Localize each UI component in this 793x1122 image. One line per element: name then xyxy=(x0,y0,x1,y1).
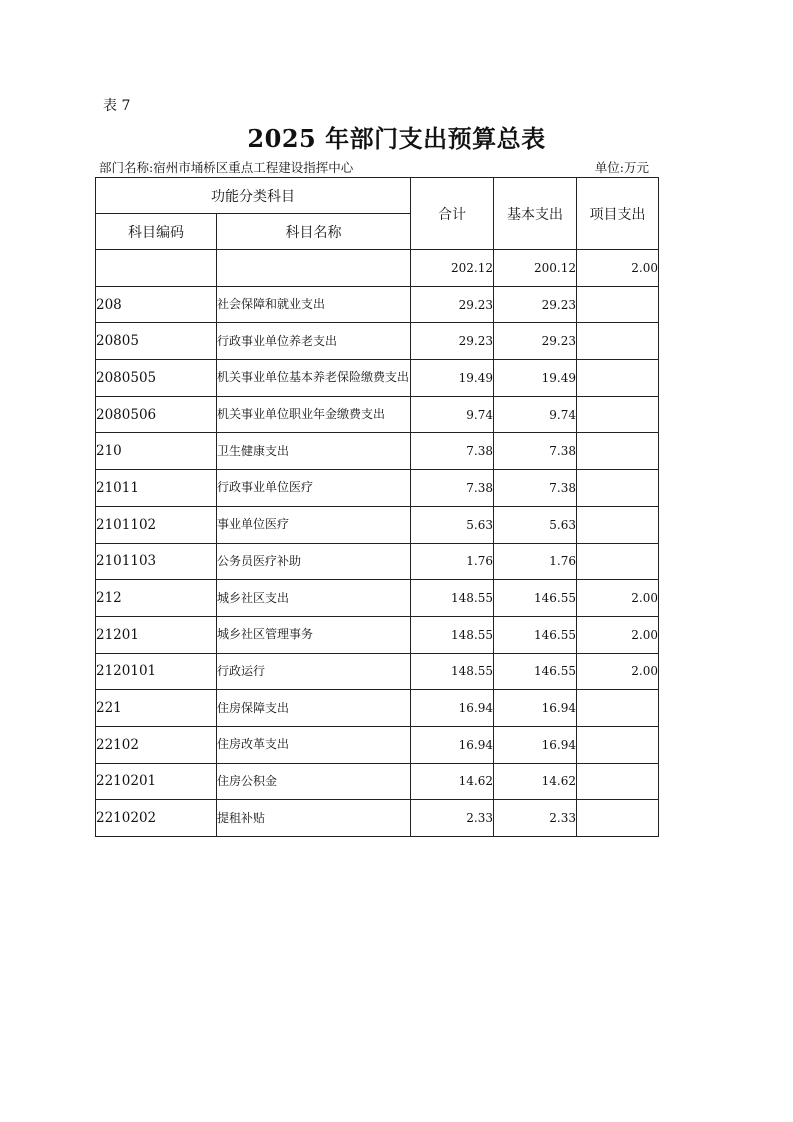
cell-total: 148.55 xyxy=(411,580,494,617)
cell-total: 16.94 xyxy=(411,726,494,763)
cell-project-expenditure xyxy=(577,763,659,800)
cell-basic-expenditure: 146.55 xyxy=(494,616,577,653)
cell-subject-name: 卫生健康支出 xyxy=(217,433,411,470)
cell-basic-expenditure: 7.38 xyxy=(494,470,577,507)
unit-label: 单位:万元 xyxy=(594,160,649,175)
cell-total: 148.55 xyxy=(411,616,494,653)
cell-total: 202.12 xyxy=(411,250,494,287)
cell-basic-expenditure: 19.49 xyxy=(494,360,577,397)
cell-project-expenditure xyxy=(577,286,659,323)
cell-subject-code: 2210202 xyxy=(96,800,217,837)
cell-subject-code: 2080505 xyxy=(96,360,217,397)
cell-total: 9.74 xyxy=(411,396,494,433)
cell-basic-expenditure: 2.33 xyxy=(494,800,577,837)
table-row xyxy=(96,323,659,360)
cell-subject-name: 住房保障支出 xyxy=(217,690,411,727)
cell-subject-name: 住房改革支出 xyxy=(217,726,411,763)
cell-subject-name: 行政事业单位养老支出 xyxy=(217,323,411,360)
cell-total: 29.23 xyxy=(411,286,494,323)
cell-total: 14.62 xyxy=(411,763,494,800)
budget-table xyxy=(95,177,659,837)
cell-total: 7.38 xyxy=(411,433,494,470)
cell-subject-name: 社会保障和就业支出 xyxy=(217,286,411,323)
cell-subject-code: 22102 xyxy=(96,726,217,763)
cell-subject-name: 住房公积金 xyxy=(217,763,411,800)
cell-total: 2.33 xyxy=(411,800,494,837)
cell-project-expenditure xyxy=(577,726,659,763)
header-basic-expenditure: 基本支出 xyxy=(494,178,577,250)
table-row xyxy=(96,726,659,763)
table-row xyxy=(96,800,659,837)
department-name: 部门名称:宿州市埇桥区重点工程建设指挥中心 xyxy=(99,160,354,175)
cell-basic-expenditure: 16.94 xyxy=(494,726,577,763)
table-row xyxy=(96,616,659,653)
cell-basic-expenditure: 5.63 xyxy=(494,506,577,543)
cell-project-expenditure xyxy=(577,323,659,360)
cell-subject-code: 221 xyxy=(96,690,217,727)
cell-subject-name: 机关事业单位基本养老保险缴费支出 xyxy=(217,360,411,397)
cell-project-expenditure xyxy=(577,360,659,397)
table-number: 表 7 xyxy=(103,98,131,114)
header-function-category: 功能分类科目 xyxy=(96,178,411,214)
page-title: 2025 年部门支出预算总表 xyxy=(247,124,546,153)
cell-basic-expenditure: 9.74 xyxy=(494,396,577,433)
table-body xyxy=(96,250,659,837)
header-subject-code: 科目编码 xyxy=(96,214,217,250)
cell-subject-name: 城乡社区管理事务 xyxy=(217,616,411,653)
table-row xyxy=(96,396,659,433)
cell-subject-name: 机关事业单位职业年金缴费支出 xyxy=(217,396,411,433)
cell-project-expenditure: 2.00 xyxy=(577,580,659,617)
cell-project-expenditure xyxy=(577,800,659,837)
cell-subject-code: 20805 xyxy=(96,323,217,360)
cell-project-expenditure xyxy=(577,433,659,470)
cell-subject-name: 提租补贴 xyxy=(217,800,411,837)
table-row xyxy=(96,690,659,727)
cell-basic-expenditure: 200.12 xyxy=(494,250,577,287)
cell-subject-code: 21201 xyxy=(96,616,217,653)
cell-subject-code: 212 xyxy=(96,580,217,617)
table-row xyxy=(96,470,659,507)
cell-project-expenditure xyxy=(577,470,659,507)
table-row xyxy=(96,543,659,580)
cell-project-expenditure xyxy=(577,506,659,543)
cell-total: 148.55 xyxy=(411,653,494,690)
cell-basic-expenditure: 1.76 xyxy=(494,543,577,580)
header-project-expenditure: 项目支出 xyxy=(577,178,659,250)
cell-project-expenditure xyxy=(577,543,659,580)
cell-total: 5.63 xyxy=(411,506,494,543)
table-row xyxy=(96,763,659,800)
cell-subject-code: 2080506 xyxy=(96,396,217,433)
cell-total: 1.76 xyxy=(411,543,494,580)
table-row xyxy=(96,286,659,323)
cell-subject-code: 2101102 xyxy=(96,506,217,543)
cell-total: 19.49 xyxy=(411,360,494,397)
header-subject-name: 科目名称 xyxy=(217,214,411,250)
cell-project-expenditure: 2.00 xyxy=(577,250,659,287)
header-total: 合计 xyxy=(411,178,494,250)
table-row xyxy=(96,653,659,690)
cell-basic-expenditure: 146.55 xyxy=(494,653,577,690)
cell-total: 7.38 xyxy=(411,470,494,507)
cell-project-expenditure xyxy=(577,690,659,727)
table-row xyxy=(96,580,659,617)
cell-total: 16.94 xyxy=(411,690,494,727)
table-row xyxy=(96,506,659,543)
cell-subject-code: 208 xyxy=(96,286,217,323)
cell-subject-name: 公务员医疗补助 xyxy=(217,543,411,580)
cell-basic-expenditure: 7.38 xyxy=(494,433,577,470)
cell-basic-expenditure: 29.23 xyxy=(494,323,577,360)
cell-subject-code: 2120101 xyxy=(96,653,217,690)
cell-subject-name: 事业单位医疗 xyxy=(217,506,411,543)
cell-subject-code: 21011 xyxy=(96,470,217,507)
cell-total: 29.23 xyxy=(411,323,494,360)
cell-subject-name: 行政事业单位医疗 xyxy=(217,470,411,507)
cell-subject-code: 2210201 xyxy=(96,763,217,800)
table-header xyxy=(96,178,659,250)
cell-subject-code: 2101103 xyxy=(96,543,217,580)
table-row xyxy=(96,250,659,287)
cell-subject-name: 行政运行 xyxy=(217,653,411,690)
cell-project-expenditure xyxy=(577,396,659,433)
cell-project-expenditure: 2.00 xyxy=(577,616,659,653)
cell-subject-code xyxy=(96,250,217,287)
cell-basic-expenditure: 146.55 xyxy=(494,580,577,617)
table-row xyxy=(96,360,659,397)
cell-project-expenditure: 2.00 xyxy=(577,653,659,690)
cell-basic-expenditure: 14.62 xyxy=(494,763,577,800)
cell-subject-name: 城乡社区支出 xyxy=(217,580,411,617)
table-row xyxy=(96,433,659,470)
cell-subject-code: 210 xyxy=(96,433,217,470)
cell-basic-expenditure: 16.94 xyxy=(494,690,577,727)
cell-basic-expenditure: 29.23 xyxy=(494,286,577,323)
cell-subject-name xyxy=(217,250,411,287)
